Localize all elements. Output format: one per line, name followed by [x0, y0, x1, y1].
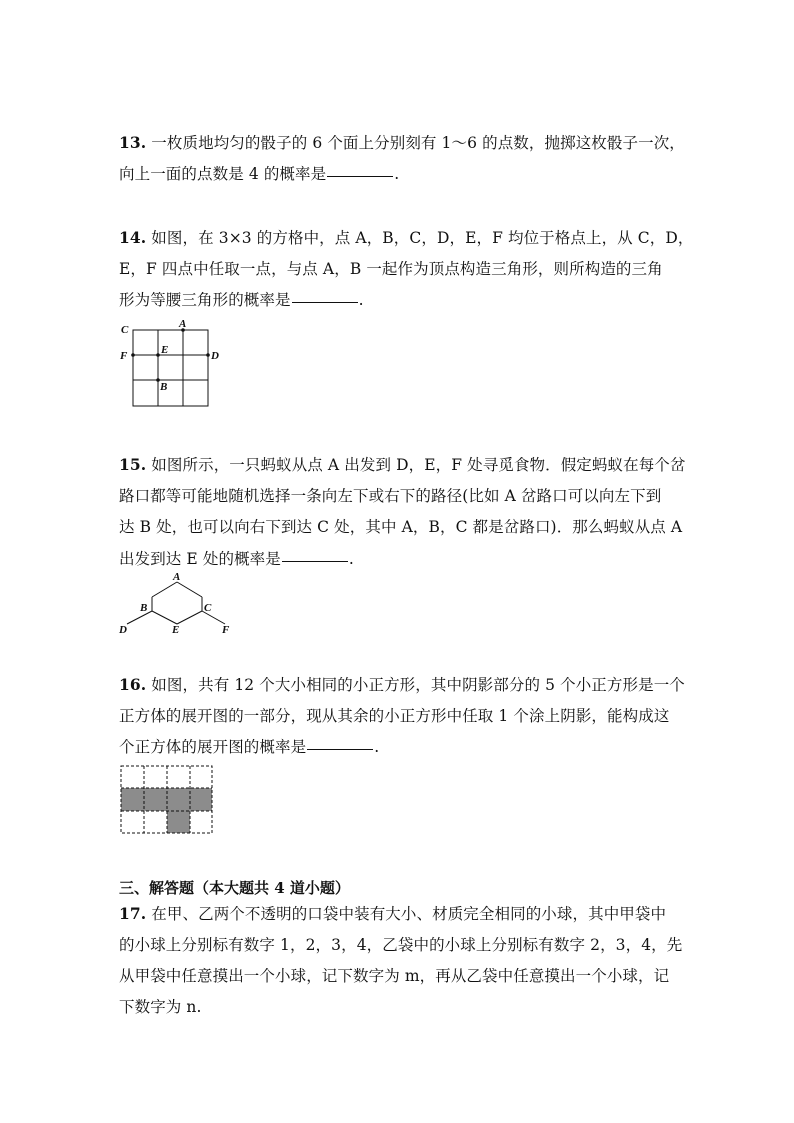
q14-period: .: [358, 291, 364, 309]
q16-net-figure: [120, 765, 214, 835]
q17-line-2: [119, 933, 682, 955]
q13-line-2: [119, 162, 399, 184]
q14-number: 14.: [119, 228, 147, 247]
q13-answer-blank: [327, 176, 393, 177]
q15-label-a: A: [173, 571, 181, 583]
q14-text-1: 如图，在 3×3 的方格中，点 A，B，C，D，E，F 均位于格点上，从 C，D，: [146, 229, 694, 247]
q17-line-1: [119, 902, 666, 924]
q14-line-1: [119, 226, 693, 248]
q14-label-f: F: [120, 350, 128, 362]
q14-label-e: E: [161, 344, 169, 356]
q15-text-4: 出发到达 E 处的概率是: [119, 550, 281, 568]
q15-label-e: E: [172, 624, 180, 636]
q17-number: 17.: [119, 904, 147, 923]
q15-text-1: 如图所示，一只蚂蚁从点 A 出发到 D，E，F 处寻觅食物．假定蚂蚁在每个岔: [146, 456, 686, 474]
q14-line-3: [119, 288, 364, 310]
q15-text-3: 达 B 处，也可以向右下到达 C 处，其中 A，B，C 都是岔路口)．那么蚂蚁从点 A: [119, 518, 683, 536]
q15-line-4: [119, 547, 354, 569]
q16-text-2: 正方体的展开图的一部分，现从其余的小正方形中任取 1 个涂上阴影，能构成这: [119, 707, 670, 725]
q13-number: 13.: [119, 133, 147, 152]
q15-line-2: [119, 484, 661, 506]
q14-label-b: B: [160, 381, 168, 393]
q14-line-2: [119, 257, 663, 279]
q14-grid-figure: [115, 318, 225, 410]
q17-line-4: [119, 995, 202, 1017]
q15-line-1: [119, 453, 686, 475]
q15-text-2: 路口都等可能地随机选择一条向左下或右下的路径(比如 A 岔路口可以向左下到: [119, 487, 662, 505]
q13-period: .: [394, 165, 400, 183]
q14-answer-blank: [292, 302, 358, 303]
q14-label-c: C: [121, 324, 129, 336]
q16-line-1: [119, 673, 685, 695]
q17-text-3: 从甲袋中任意摸出一个小球，记下数字为 m，再从乙袋中任意摸出一个小球，记: [119, 967, 670, 985]
q14-text-3: 形为等腰三角形的概率是: [119, 291, 291, 309]
q15-answer-blank: [282, 561, 348, 562]
q16-text-1: 如图，共有 12 个大小相同的小正方形，其中阴影部分的 5 个小正方形是一个: [146, 676, 685, 694]
q15-label-f: F: [222, 624, 230, 636]
q15-number: 15.: [119, 455, 147, 474]
q16-shaded-square: [167, 811, 190, 833]
q17-text-4: 下数字为 n.: [119, 998, 202, 1016]
q14-label-d: D: [211, 350, 219, 362]
q16-shaded-square: [190, 788, 212, 811]
q13-text-1: 一枚质地均匀的骰子的 6 个面上分别刻有 1～6 的点数，抛掷这枚骰子一次，: [146, 134, 685, 152]
q16-period: .: [374, 738, 380, 756]
q16-shaded-square: [121, 788, 144, 811]
q17-text-2: 的小球上分别标有数字 1，2，3，4，乙袋中的小球上分别标有数字 2，3，4，先: [119, 936, 683, 954]
q15-label-d: D: [119, 624, 127, 636]
q16-text-3: 个正方体的展开图的概率是: [119, 738, 307, 756]
q15-path-figure: [115, 570, 240, 636]
q17-line-3: [119, 964, 669, 986]
q15-label-b: B: [140, 602, 148, 614]
q15-label-c: C: [204, 602, 212, 614]
section-heading: 三、解答题（本大题共 4 道小题）: [119, 879, 350, 897]
q15-line-3: [119, 515, 682, 537]
q13-line-1: [119, 131, 685, 153]
q14-text-2: E，F 四点中任取一点，与点 A，B 一起作为顶点构造三角形，则所构造的三角: [119, 260, 663, 278]
q14-label-a: A: [179, 318, 187, 330]
q16-line-3: [119, 735, 379, 757]
q16-line-2: [119, 704, 669, 726]
q15-period: .: [348, 550, 354, 568]
q16-answer-blank: [307, 749, 373, 750]
q17-text-1: 在甲、乙两个不透明的口袋中装有大小、材质完全相同的小球，其中甲袋中: [146, 905, 667, 923]
q16-shaded-square: [144, 788, 167, 811]
q13-text-2: 向上一面的点数是 4 的概率是: [119, 165, 327, 183]
q16-shaded-square: [167, 788, 190, 811]
q16-number: 16.: [119, 675, 147, 694]
